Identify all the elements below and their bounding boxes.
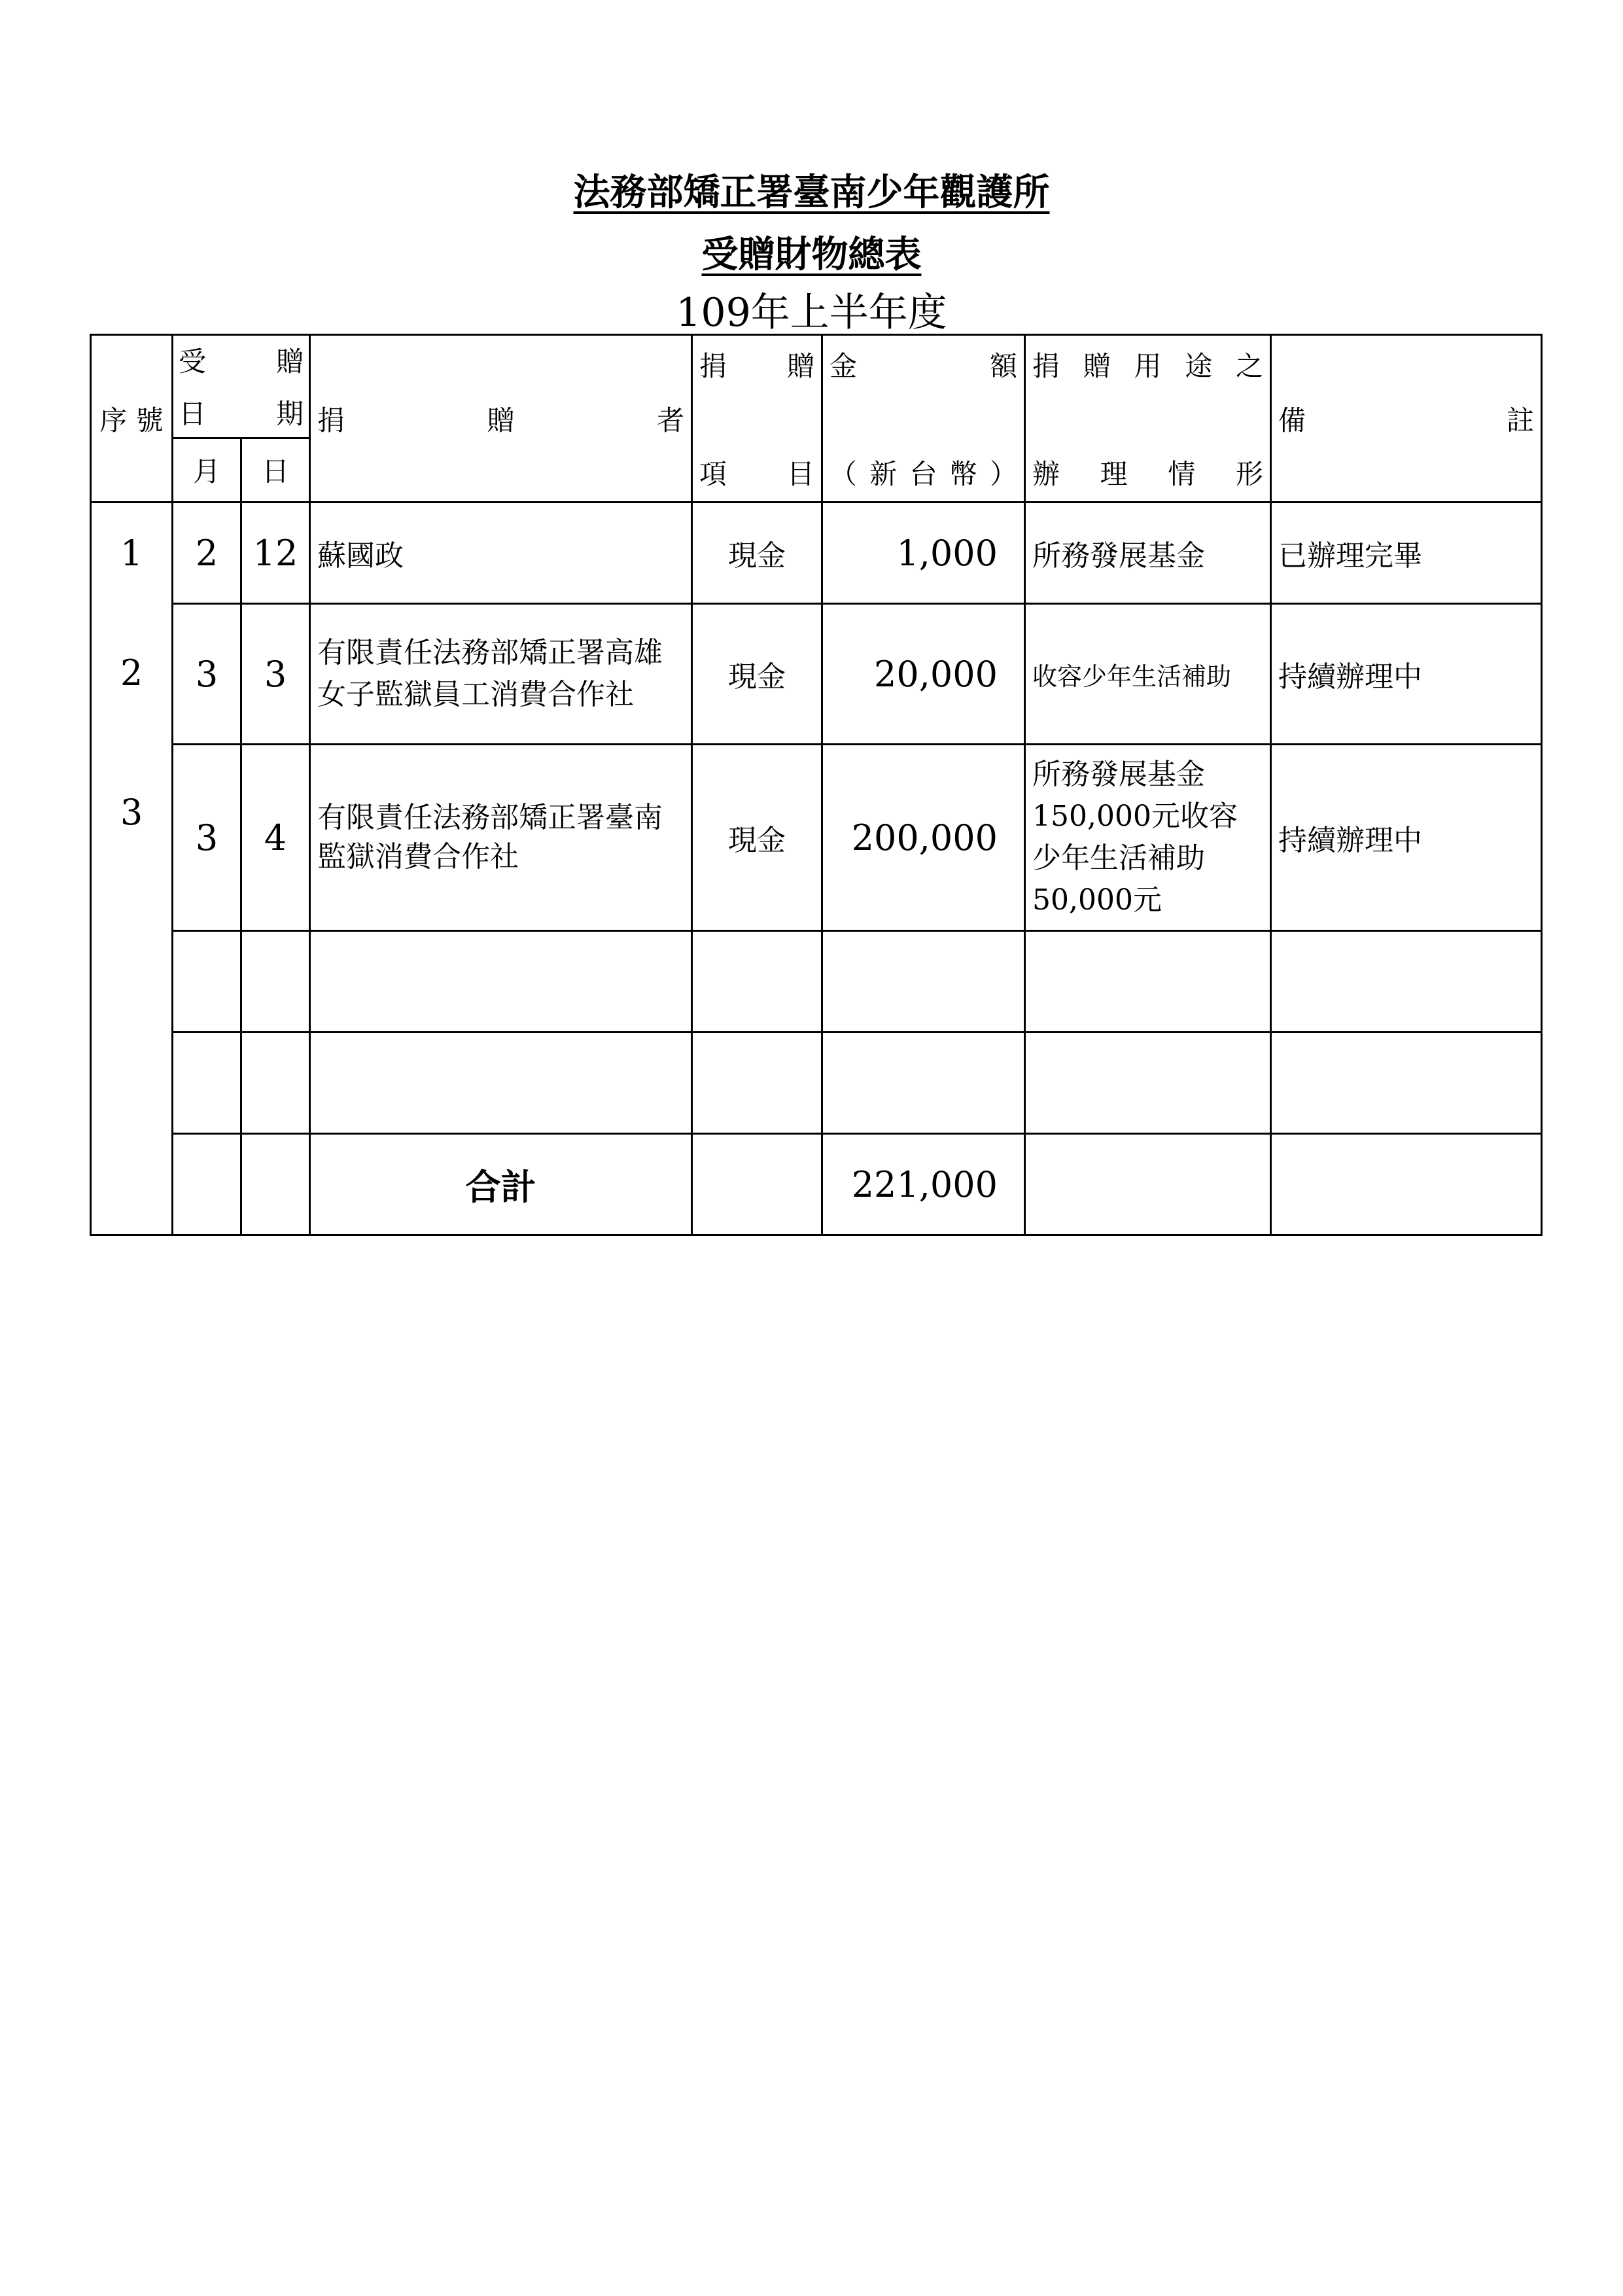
- empty-row: [91, 931, 1542, 1033]
- period-label: 109年上半年度: [676, 290, 947, 336]
- usage-cell: 所務發展基金150,000元收容少年生活補助50,000元: [1025, 745, 1271, 931]
- amount-cell: 20,000: [822, 604, 1025, 745]
- donor-cell: 有限責任法務部矯正署臺南監獄消費合作社: [310, 745, 692, 931]
- item-cell: 現金: [692, 604, 822, 745]
- header-remark: 備 註: [1271, 335, 1542, 503]
- header-seq: 序 號: [91, 335, 173, 503]
- header-row: [91, 335, 1542, 438]
- amount-cell: 200,000: [822, 745, 1025, 931]
- donor-cell: 蘇國政: [310, 503, 692, 604]
- header-date: 受 贈 日 期: [173, 335, 310, 438]
- month-cell: 3: [173, 745, 241, 931]
- item-cell: 現金: [692, 503, 822, 604]
- amount-cell: 1,000: [822, 503, 1025, 604]
- remark-cell: 已辦理完畢: [1271, 503, 1542, 604]
- month-cell: 3: [173, 604, 241, 745]
- empty-row: [91, 1033, 1542, 1134]
- header-month: 月: [173, 438, 241, 502]
- remark-cell: 持續辦理中: [1271, 604, 1542, 745]
- remark-cell: 持續辦理中: [1271, 745, 1542, 931]
- total-label: 合計: [310, 1134, 692, 1235]
- table-row: [91, 745, 1542, 931]
- usage-cell: 收容少年生活補助: [1025, 604, 1271, 745]
- document-title: 受贈財物總表: [701, 233, 922, 276]
- header-item: 捐 贈 項 目: [692, 335, 822, 503]
- day-cell: 12: [241, 503, 310, 604]
- total-row: [91, 1134, 1542, 1235]
- day-cell: 4: [241, 745, 310, 931]
- total-amount: 221,000: [822, 1134, 1025, 1235]
- donor-cell: 有限責任法務部矯正署高雄女子監獄員工消費合作社: [310, 604, 692, 745]
- day-cell: 3: [241, 604, 310, 745]
- header-usage: 捐 贈 用 途 之 辦 理 情 形: [1025, 335, 1271, 503]
- table-row: [91, 604, 1542, 745]
- header-donor: 捐 贈 者: [310, 335, 692, 503]
- usage-cell: 所務發展基金: [1025, 503, 1271, 604]
- header-day: 日: [241, 438, 310, 502]
- table-row: [91, 503, 1542, 604]
- seq-cell: 1 2 3: [91, 503, 173, 1235]
- donation-table: [90, 334, 1543, 1236]
- item-cell: 現金: [692, 745, 822, 931]
- month-cell: 2: [173, 503, 241, 604]
- header-amount: 金 額 （ 新 台 幣 ）: [822, 335, 1025, 503]
- organization-title: 法務部矯正署臺南少年觀護所: [573, 171, 1050, 214]
